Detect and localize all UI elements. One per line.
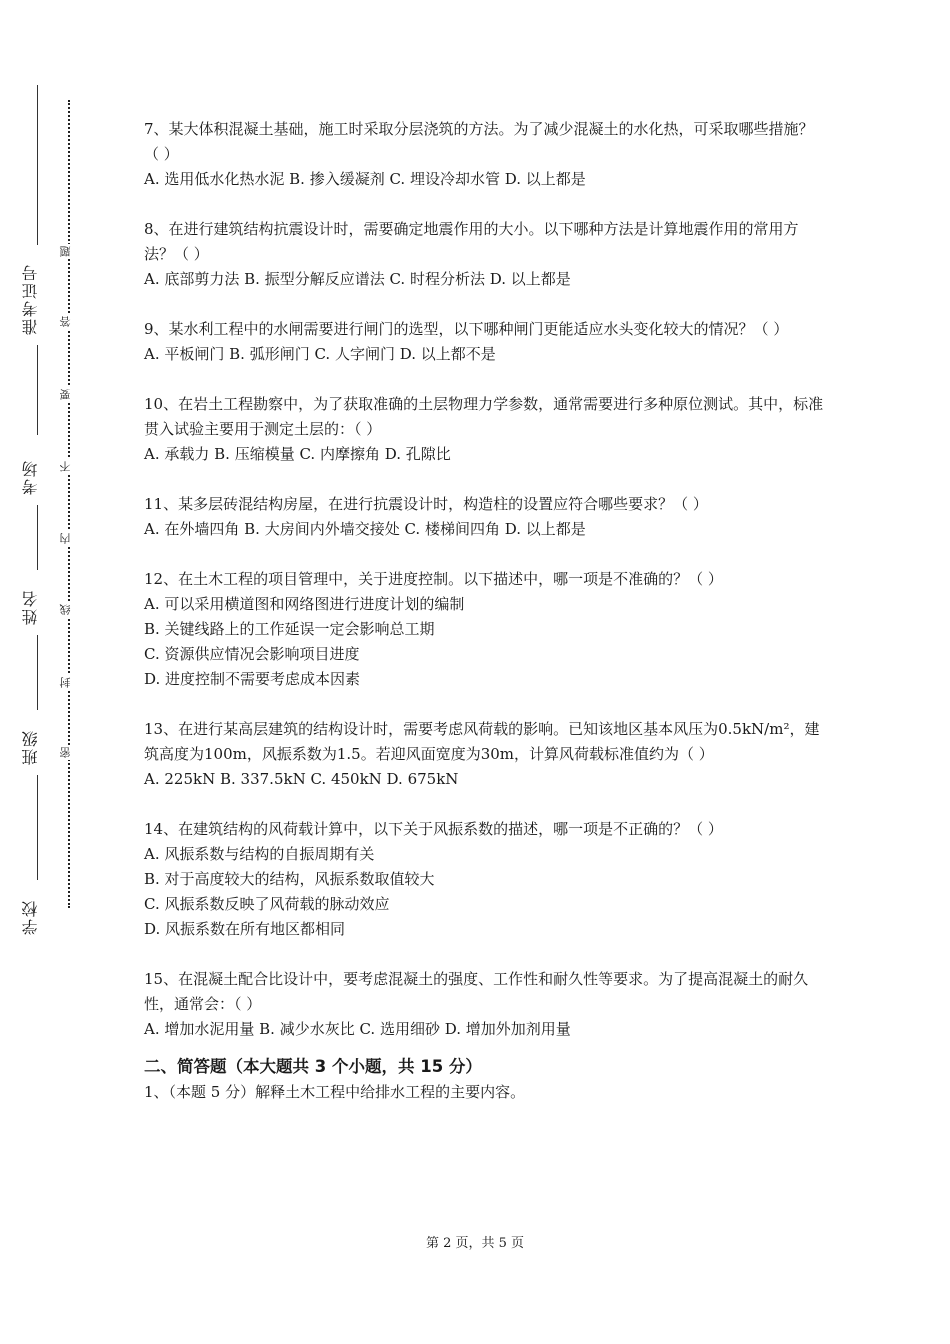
question-9: [144, 317, 824, 367]
question-options: A. 承载力 B. 压缩模量 C. 内摩擦角 D. 孔隙比: [144, 445, 451, 463]
exam-room-label: 考场: [21, 459, 40, 495]
exam-id-label: 准考证号: [21, 263, 40, 335]
page-footer: 第 2 页，共 5 页: [425, 1236, 525, 1251]
margin-line: [37, 775, 38, 880]
class-label: 班级: [21, 729, 40, 765]
seal-char: 密: [60, 745, 76, 760]
question-stem: 12、在土木工程的项目管理中，关于进度控制。以下描述中，哪一项是不准确的？（ ）: [144, 570, 723, 588]
seal-char: 封: [60, 675, 76, 690]
question-stem: 9、某水利工程中的水闸需要进行闸门的选型，以下哪种闸门更能适应水头变化较大的情况？（ ）: [144, 320, 789, 338]
question-options: A. 225kN B. 337.5kN C. 450kN D. 675kN: [144, 770, 459, 788]
seal-char: 不: [60, 459, 76, 474]
option-c: C. 风振系数反映了风荷载的脉动效应: [144, 895, 390, 913]
question-7: [144, 117, 824, 192]
option-d: D. 风振系数在所有地区都相同: [144, 920, 346, 938]
question-stem: 10、在岩土工程勘察中，为了获取准确的土层物理力学参数，通常需要进行多种原位测试。其中，标准贯入试验主要用于测定土层的：（ ）: [144, 395, 824, 438]
seal-char: 答: [60, 314, 76, 329]
option-b: B. 关键线路上的工作延误一定会影响总工期: [144, 620, 435, 638]
question-stem: 7、某大体积混凝土基础，施工时采取分层浇筑的方法。为了减少混凝土的水化热，可采取哪些措施？（ ）: [144, 120, 814, 163]
margin-line: [37, 635, 38, 710]
option-a: A. 可以采用横道图和网络图进行进度计划的编制: [144, 595, 465, 613]
question-stem: 8、在进行建筑结构抗震设计时，需要确定地震作用的大小。以下哪种方法是计算地震作用的常用方法？（ ）: [144, 220, 799, 263]
seal-char: 要: [60, 387, 76, 402]
name-label: 姓名: [21, 589, 40, 625]
question-options: A. 底部剪力法 B. 振型分解反应谱法 C. 时程分析法 D. 以上都是: [144, 270, 571, 288]
question-11: [144, 492, 824, 542]
question-8: [144, 217, 824, 292]
seal-char: 线: [60, 602, 76, 617]
seal-dotted-line: [68, 100, 70, 908]
seal-char: 题: [60, 244, 76, 259]
option-d: D. 进度控制不需要考虑成本因素: [144, 670, 361, 688]
question-list: [144, 117, 824, 1105]
question-options: A. 选用低水化热水泥 B. 掺入缓凝剂 C. 埋设冷却水管 D. 以上都是: [144, 170, 586, 188]
binding-margin: [0, 0, 110, 1344]
question-12: [144, 567, 824, 692]
option-c: C. 资源供应情况会影响项目进度: [144, 645, 360, 663]
question-stem: 15、在混凝土配合比设计中，要考虑混凝土的强度、工作性和耐久性等要求。为了提高混凝土的耐久性，通常会：（ ）: [144, 970, 809, 1013]
question-stem: 14、在建筑结构的风荷载计算中，以下关于风振系数的描述，哪一项是不正确的？（ ）: [144, 820, 723, 838]
margin-line: [37, 85, 38, 245]
question-15: [144, 967, 824, 1042]
option-b: B. 对于高度较大的结构，风振系数取值较大: [144, 870, 435, 888]
question-10: [144, 392, 824, 467]
question-stem: 11、某多层砖混结构房屋，在进行抗震设计时，构造柱的设置应符合哪些要求？（ ）: [144, 495, 708, 513]
question-14: [144, 817, 824, 942]
question-options: A. 增加水泥用量 B. 减少水灰比 C. 选用细砂 D. 增加外加剂用量: [144, 1020, 571, 1038]
question-13: [144, 717, 824, 792]
option-a: A. 风振系数与结构的自振周期有关: [144, 845, 375, 863]
margin-line: [37, 505, 38, 570]
section-heading: 二、简答题（本大题共 3 个小题，共 15 分）: [144, 1057, 482, 1076]
question-options: A. 平板闸门 B. 弧形闸门 C. 人字闸门 D. 以上都不是: [144, 345, 496, 363]
short-answer-question-1: 1、（本题 5 分）解释土木工程中给排水工程的主要内容。: [144, 1083, 526, 1101]
school-label: 学校: [21, 899, 40, 935]
seal-char: 内: [60, 531, 76, 546]
margin-line: [37, 345, 38, 435]
question-options: A. 在外墙四角 B. 大房间内外墙交接处 C. 楼梯间四角 D. 以上都是: [144, 520, 586, 538]
question-stem: 13、在进行某高层建筑的结构设计时，需要考虑风荷载的影响。已知该地区基本风压为0.5kN/m²，建筑高度为100m，风振系数为1.5。若迎风面宽度为30m，计算风荷载标准值约为（ ）: [144, 720, 820, 763]
